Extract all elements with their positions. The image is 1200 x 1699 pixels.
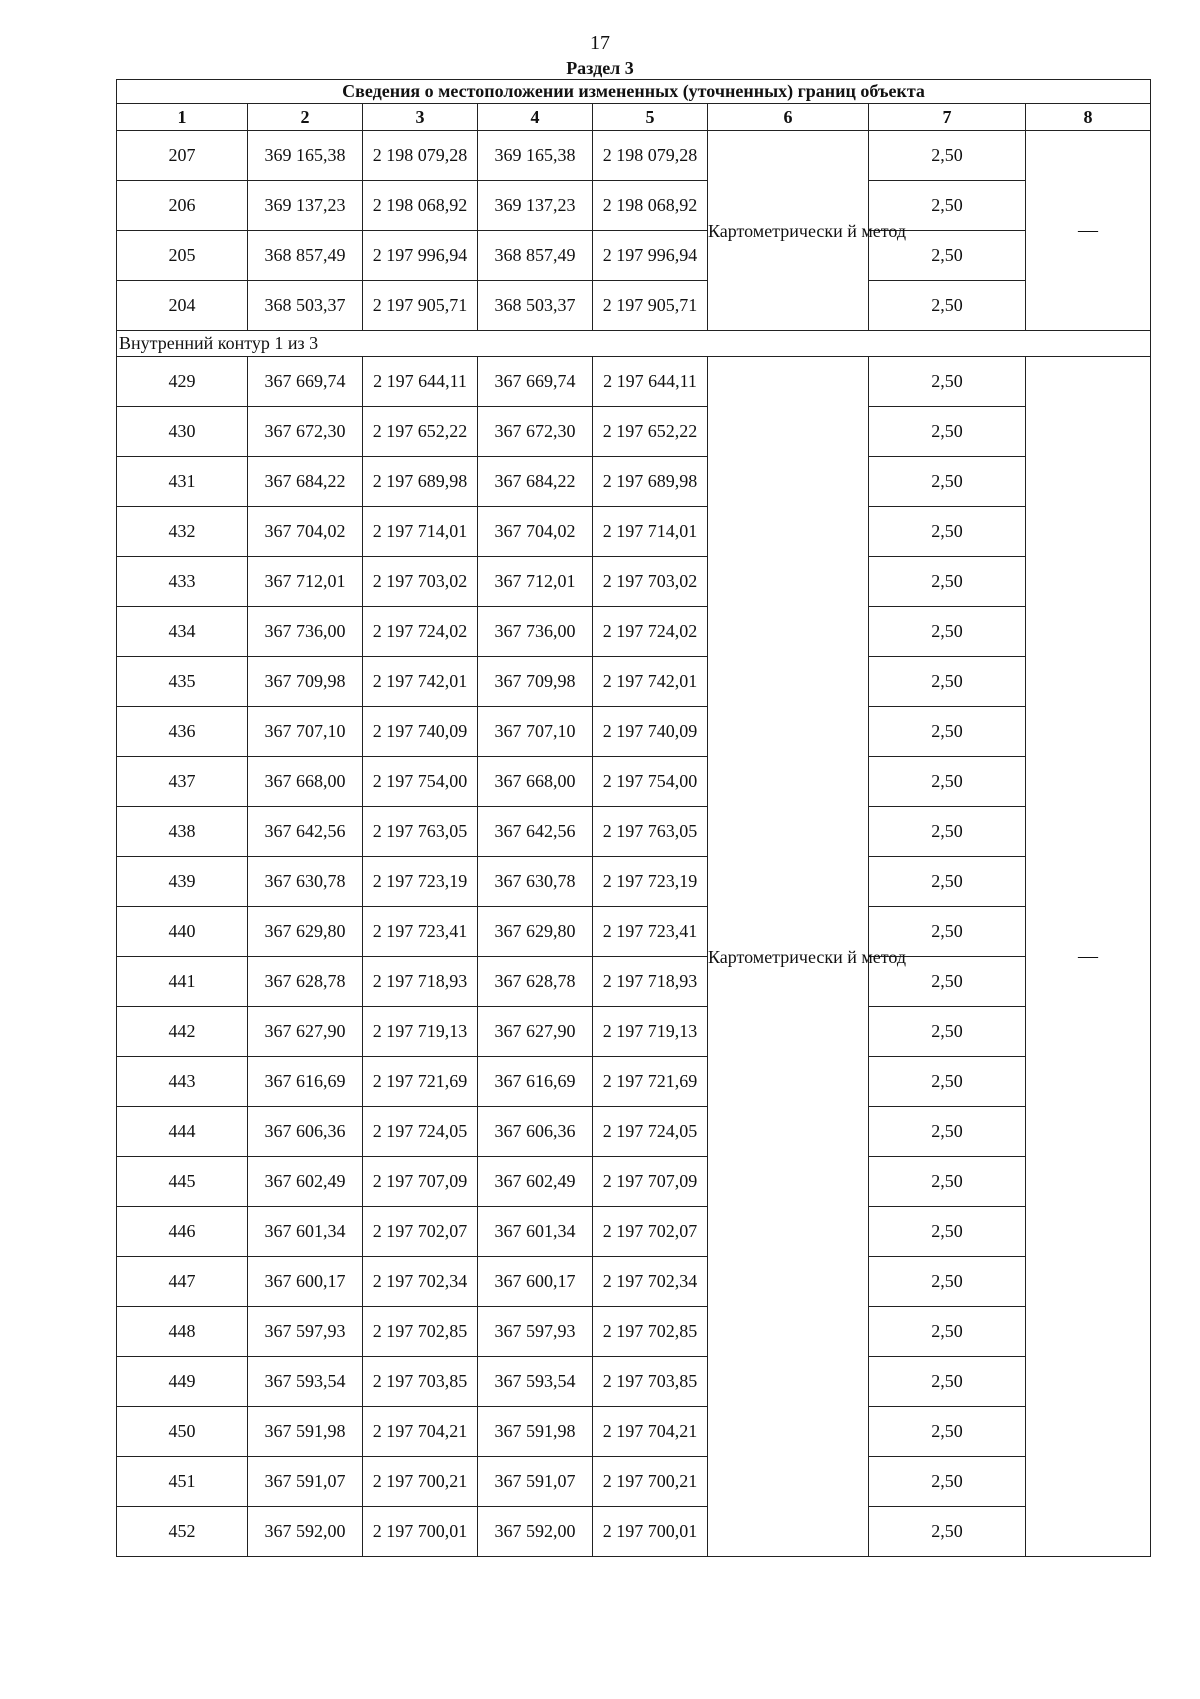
table-row [117, 1407, 1151, 1457]
coord-cell: 367 591,07 [248, 1457, 363, 1507]
accuracy-cell: 2,50 [869, 457, 1026, 507]
coord-cell: 2 197 742,01 [593, 657, 708, 707]
coord-cell: 367 712,01 [478, 557, 593, 607]
point-number-cell: 443 [117, 1057, 248, 1107]
table-row [117, 181, 1151, 231]
coord-cell: 369 165,38 [248, 131, 363, 181]
table-row [117, 357, 1151, 407]
coord-cell: 2 197 996,94 [593, 231, 708, 281]
table-row [117, 1307, 1151, 1357]
coord-cell: 367 668,00 [478, 757, 593, 807]
point-number-cell: 431 [117, 457, 248, 507]
accuracy-cell: 2,50 [869, 907, 1026, 957]
section-title: Раздел 3 [566, 58, 634, 78]
coord-cell: 2 197 703,02 [363, 557, 478, 607]
coord-cell: 2 197 719,13 [593, 1007, 708, 1057]
table-row [117, 807, 1151, 857]
coord-cell: 367 669,74 [478, 357, 593, 407]
table-row [117, 557, 1151, 607]
accuracy-cell: 2,50 [869, 1257, 1026, 1307]
coord-cell: 367 630,78 [248, 857, 363, 907]
coord-cell: 367 627,90 [248, 1007, 363, 1057]
column-header: 6 [708, 104, 869, 131]
coord-cell: 2 197 644,11 [363, 357, 478, 407]
accuracy-cell: 2,50 [869, 1457, 1026, 1507]
table-row [117, 607, 1151, 657]
table-row [117, 957, 1151, 1007]
point-number-cell: 451 [117, 1457, 248, 1507]
point-number-cell: 434 [117, 607, 248, 657]
table-row [117, 1207, 1151, 1257]
coord-cell: 367 591,07 [478, 1457, 593, 1507]
table-row [117, 1257, 1151, 1307]
accuracy-cell: 2,50 [869, 1007, 1026, 1057]
table-row [117, 131, 1151, 181]
point-number-cell: 430 [117, 407, 248, 457]
coord-cell: 367 601,34 [478, 1207, 593, 1257]
table-row [117, 1007, 1151, 1057]
coord-cell: 2 197 724,02 [363, 607, 478, 657]
table-row [117, 507, 1151, 557]
table-row [117, 457, 1151, 507]
point-number-cell: 452 [117, 1507, 248, 1557]
table-row [117, 707, 1151, 757]
point-number-cell: 448 [117, 1307, 248, 1357]
column-header: 7 [869, 104, 1026, 131]
coord-cell: 367 616,69 [248, 1057, 363, 1107]
coord-cell: 2 197 702,85 [593, 1307, 708, 1357]
coord-cell: 2 197 718,93 [363, 957, 478, 1007]
coord-cell: 367 627,90 [478, 1007, 593, 1057]
coord-cell: 368 503,37 [478, 281, 593, 331]
coord-cell: 2 197 905,71 [363, 281, 478, 331]
column-header: 4 [478, 104, 593, 131]
point-number-cell: 438 [117, 807, 248, 857]
coord-cell: 367 629,80 [248, 907, 363, 957]
point-number-cell: 441 [117, 957, 248, 1007]
accuracy-cell: 2,50 [869, 607, 1026, 657]
point-number-cell: 449 [117, 1357, 248, 1407]
point-number-cell: 433 [117, 557, 248, 607]
coord-cell: 2 197 703,85 [593, 1357, 708, 1407]
coord-cell: 367 642,56 [478, 807, 593, 857]
coord-cell: 2 197 702,34 [363, 1257, 478, 1307]
coord-cell: 2 197 723,19 [363, 857, 478, 907]
coord-cell: 2 198 079,28 [363, 131, 478, 181]
coord-cell: 2 197 719,13 [363, 1007, 478, 1057]
coord-cell: 2 197 721,69 [363, 1057, 478, 1107]
table-caption: Сведения о местоположении измененных (уточненных) границ объекта [117, 80, 1151, 104]
coord-cell: 367 593,54 [478, 1357, 593, 1407]
accuracy-cell: 2,50 [869, 131, 1026, 181]
note-cell: — [1026, 131, 1151, 331]
coord-cell: 369 137,23 [478, 181, 593, 231]
coord-cell: 2 197 718,93 [593, 957, 708, 1007]
column-header-row [117, 104, 1151, 131]
coord-cell: 367 672,30 [478, 407, 593, 457]
table-row [117, 857, 1151, 907]
coord-cell: 2 197 689,98 [363, 457, 478, 507]
coord-cell: 2 197 703,85 [363, 1357, 478, 1407]
accuracy-cell: 2,50 [869, 231, 1026, 281]
point-number-cell: 447 [117, 1257, 248, 1307]
point-number-cell: 440 [117, 907, 248, 957]
coord-cell: 367 672,30 [248, 407, 363, 457]
accuracy-cell: 2,50 [869, 557, 1026, 607]
coord-cell: 2 197 652,22 [363, 407, 478, 457]
coord-cell: 368 503,37 [248, 281, 363, 331]
accuracy-cell: 2,50 [869, 407, 1026, 457]
table-row [117, 1107, 1151, 1157]
accuracy-cell: 2,50 [869, 1107, 1026, 1157]
coord-cell: 367 709,98 [248, 657, 363, 707]
point-number-cell: 204 [117, 281, 248, 331]
table-row [117, 657, 1151, 707]
accuracy-cell: 2,50 [869, 1157, 1026, 1207]
point-number-cell: 435 [117, 657, 248, 707]
coord-cell: 2 197 742,01 [363, 657, 478, 707]
coord-cell: 367 616,69 [478, 1057, 593, 1107]
point-number-cell: 436 [117, 707, 248, 757]
coord-cell: 2 197 714,01 [593, 507, 708, 557]
coord-cell: 367 606,36 [478, 1107, 593, 1157]
accuracy-cell: 2,50 [869, 181, 1026, 231]
column-header: 5 [593, 104, 708, 131]
coord-cell: 367 592,00 [478, 1507, 593, 1557]
accuracy-cell: 2,50 [869, 857, 1026, 907]
table-row [117, 1507, 1151, 1557]
table-row [117, 407, 1151, 457]
method-cell: Картометрически й метод [708, 131, 869, 331]
coord-cell: 367 593,54 [248, 1357, 363, 1407]
table-row [117, 231, 1151, 281]
coord-cell: 2 197 702,85 [363, 1307, 478, 1357]
column-header: 8 [1026, 104, 1151, 131]
point-number-cell: 205 [117, 231, 248, 281]
coord-cell: 367 606,36 [248, 1107, 363, 1157]
column-header: 3 [363, 104, 478, 131]
point-number-cell: 444 [117, 1107, 248, 1157]
method-cell: Картометрически й метод [708, 357, 869, 1557]
coord-cell: 367 600,17 [248, 1257, 363, 1307]
coord-cell: 367 628,78 [478, 957, 593, 1007]
coord-cell: 2 197 723,41 [363, 907, 478, 957]
point-number-cell: 432 [117, 507, 248, 557]
coord-cell: 367 707,10 [478, 707, 593, 757]
coord-cell: 2 197 763,05 [363, 807, 478, 857]
table-row [117, 281, 1151, 331]
coord-cell: 367 704,02 [478, 507, 593, 557]
accuracy-cell: 2,50 [869, 357, 1026, 407]
coord-cell: 2 197 721,69 [593, 1057, 708, 1107]
point-number-cell: 446 [117, 1207, 248, 1257]
accuracy-cell: 2,50 [869, 507, 1026, 557]
contour-row [117, 331, 1151, 357]
coord-cell: 2 197 702,07 [593, 1207, 708, 1257]
coord-cell: 2 197 723,41 [593, 907, 708, 957]
coord-cell: 368 857,49 [478, 231, 593, 281]
coord-cell: 2 197 707,09 [363, 1157, 478, 1207]
column-header: 2 [248, 104, 363, 131]
coord-cell: 367 707,10 [248, 707, 363, 757]
coord-cell: 2 197 702,34 [593, 1257, 708, 1307]
coord-cell: 2 198 068,92 [593, 181, 708, 231]
coord-cell: 369 137,23 [248, 181, 363, 231]
coord-cell: 2 197 724,05 [363, 1107, 478, 1157]
accuracy-cell: 2,50 [869, 757, 1026, 807]
coord-cell: 2 197 704,21 [593, 1407, 708, 1457]
table-row [117, 1457, 1151, 1507]
coord-cell: 367 704,02 [248, 507, 363, 557]
table-row [117, 757, 1151, 807]
coord-cell: 2 197 754,00 [593, 757, 708, 807]
coord-cell: 367 630,78 [478, 857, 593, 907]
contour-label: Внутренний контур 1 из 3 [117, 331, 1151, 357]
coordinates-table [116, 79, 1151, 1557]
coord-cell: 367 591,98 [248, 1407, 363, 1457]
coord-cell: 367 709,98 [478, 657, 593, 707]
accuracy-cell: 2,50 [869, 1057, 1026, 1107]
coord-cell: 367 602,49 [478, 1157, 593, 1207]
coord-cell: 2 197 700,01 [363, 1507, 478, 1557]
coord-cell: 2 197 763,05 [593, 807, 708, 857]
table-row [117, 1357, 1151, 1407]
coord-cell: 2 197 740,09 [593, 707, 708, 757]
table-row [117, 1157, 1151, 1207]
coord-cell: 367 736,00 [248, 607, 363, 657]
coord-cell: 367 684,22 [248, 457, 363, 507]
accuracy-cell: 2,50 [869, 1207, 1026, 1257]
coord-cell: 367 628,78 [248, 957, 363, 1007]
coord-cell: 367 591,98 [478, 1407, 593, 1457]
coord-cell: 2 197 702,07 [363, 1207, 478, 1257]
coord-cell: 2 197 996,94 [363, 231, 478, 281]
page-number: 17 [590, 32, 610, 54]
coord-cell: 367 592,00 [248, 1507, 363, 1557]
coord-cell: 2 197 652,22 [593, 407, 708, 457]
coord-cell: 369 165,38 [478, 131, 593, 181]
coord-cell: 2 197 740,09 [363, 707, 478, 757]
coord-cell: 2 197 754,00 [363, 757, 478, 807]
coord-cell: 367 712,01 [248, 557, 363, 607]
coord-cell: 367 597,93 [478, 1307, 593, 1357]
table-row [117, 1057, 1151, 1107]
coord-cell: 2 197 905,71 [593, 281, 708, 331]
coord-cell: 367 601,34 [248, 1207, 363, 1257]
coord-cell: 2 197 723,19 [593, 857, 708, 907]
accuracy-cell: 2,50 [869, 957, 1026, 1007]
coord-cell: 367 642,56 [248, 807, 363, 857]
accuracy-cell: 2,50 [869, 657, 1026, 707]
coord-cell: 367 668,00 [248, 757, 363, 807]
coord-cell: 368 857,49 [248, 231, 363, 281]
accuracy-cell: 2,50 [869, 707, 1026, 757]
coord-cell: 2 197 714,01 [363, 507, 478, 557]
coord-cell: 367 597,93 [248, 1307, 363, 1357]
table-body [117, 131, 1151, 1557]
point-number-cell: 207 [117, 131, 248, 181]
coord-cell: 367 684,22 [478, 457, 593, 507]
coord-cell: 367 736,00 [478, 607, 593, 657]
note-cell: — [1026, 357, 1151, 1557]
accuracy-cell: 2,50 [869, 1507, 1026, 1557]
accuracy-cell: 2,50 [869, 807, 1026, 857]
table-row [117, 907, 1151, 957]
coord-cell: 2 198 079,28 [593, 131, 708, 181]
point-number-cell: 429 [117, 357, 248, 407]
coord-cell: 2 197 700,21 [593, 1457, 708, 1507]
accuracy-cell: 2,50 [869, 1357, 1026, 1407]
coord-cell: 367 669,74 [248, 357, 363, 407]
coord-cell: 2 197 700,21 [363, 1457, 478, 1507]
coord-cell: 2 197 644,11 [593, 357, 708, 407]
coord-cell: 2 197 724,05 [593, 1107, 708, 1157]
coord-cell: 2 197 707,09 [593, 1157, 708, 1207]
coord-cell: 367 629,80 [478, 907, 593, 957]
point-number-cell: 206 [117, 181, 248, 231]
coord-cell: 2 197 703,02 [593, 557, 708, 607]
coord-cell: 2 197 724,02 [593, 607, 708, 657]
accuracy-cell: 2,50 [869, 281, 1026, 331]
point-number-cell: 445 [117, 1157, 248, 1207]
coord-cell: 2 197 689,98 [593, 457, 708, 507]
column-header: 1 [117, 104, 248, 131]
accuracy-cell: 2,50 [869, 1307, 1026, 1357]
point-number-cell: 437 [117, 757, 248, 807]
point-number-cell: 450 [117, 1407, 248, 1457]
coord-cell: 2 198 068,92 [363, 181, 478, 231]
coord-cell: 367 602,49 [248, 1157, 363, 1207]
point-number-cell: 442 [117, 1007, 248, 1057]
coord-cell: 367 600,17 [478, 1257, 593, 1307]
point-number-cell: 439 [117, 857, 248, 907]
coord-cell: 2 197 700,01 [593, 1507, 708, 1557]
coord-cell: 2 197 704,21 [363, 1407, 478, 1457]
accuracy-cell: 2,50 [869, 1407, 1026, 1457]
